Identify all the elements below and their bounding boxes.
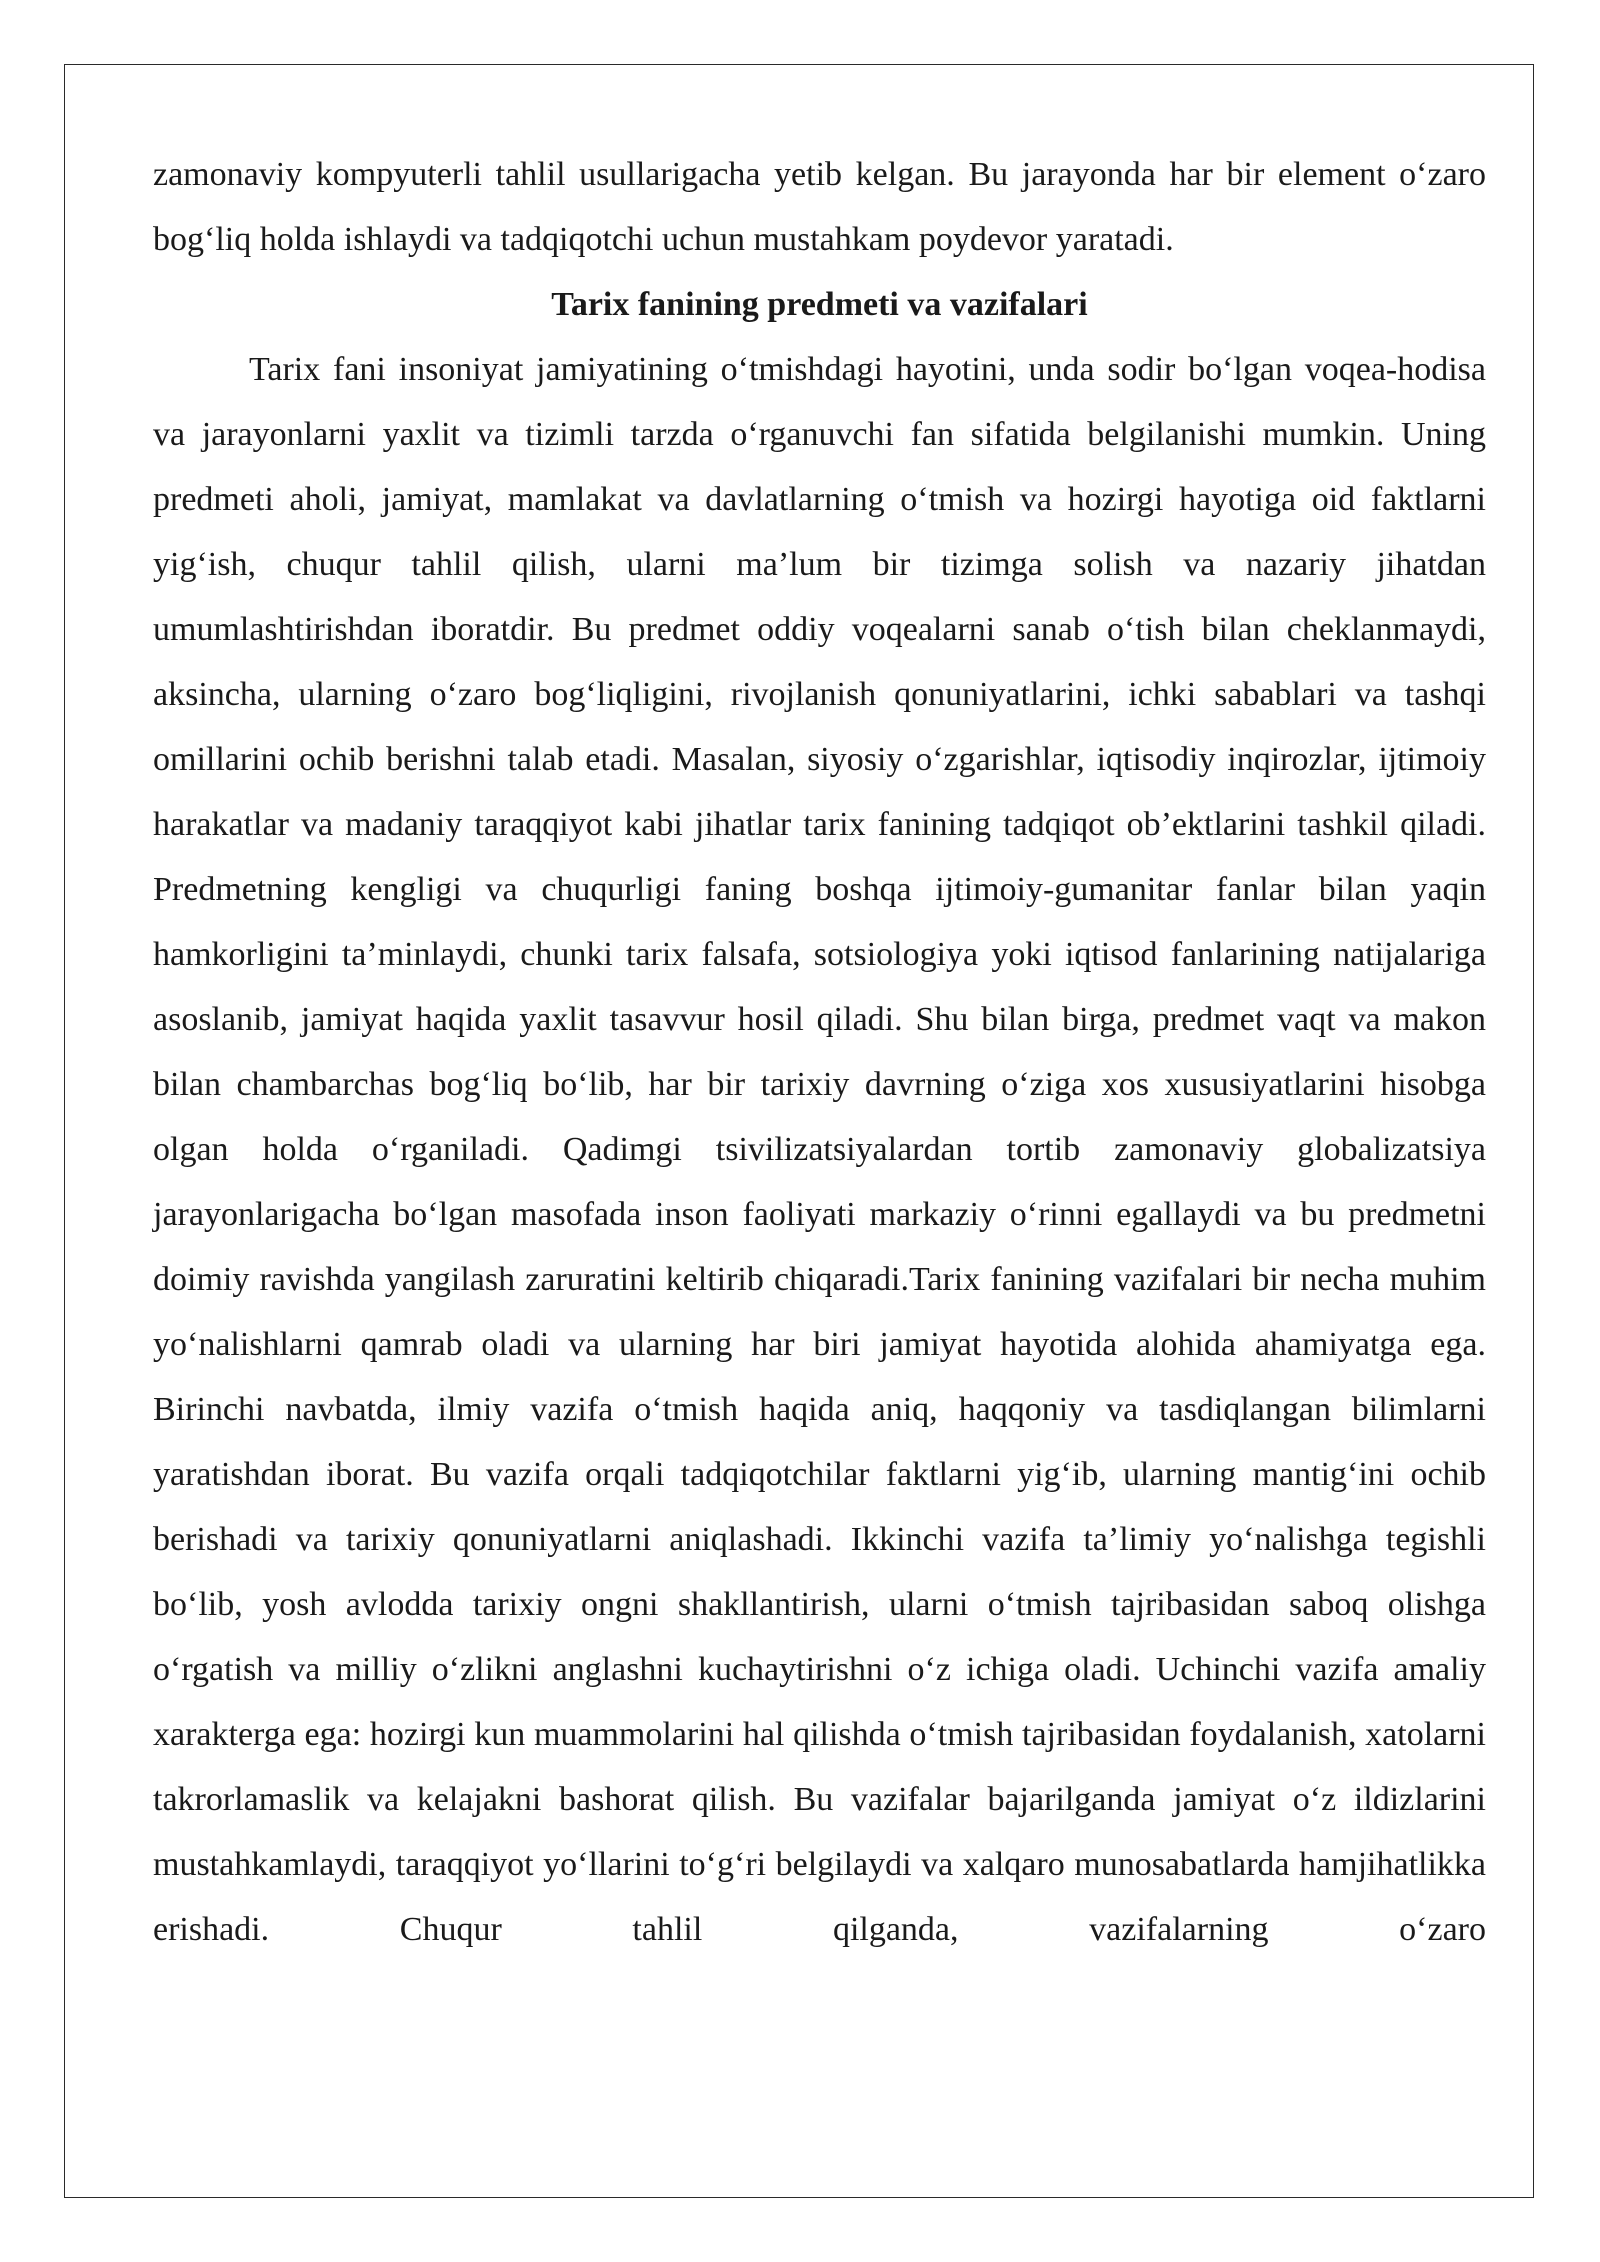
section-heading: Tarix fanining predmeti va vazifalari xyxy=(551,286,1088,323)
document-body xyxy=(153,142,1486,1962)
body-paragraph: Tarix fani insoniyat jamiyatining o‘tmishdagi hayotini, unda sodir bo‘lgan voqea-hodisa va jarayonlarni yaxlit va tizimli tarzda o‘rganuvchi fan sifatida belgilanishi mumkin. Uning predmeti aholi, jamiyat, mamlakat va davlatlarning o‘tmish va hozirgi hayotiga oid faktlarni yig‘ish, chuqur tahlil qilish, ularni ma’lum bir tizimga solish va nazariy jihatdan umumlashtirishdan iboratdir. Bu predmet oddiy voqealarni sanab o‘tish bilan cheklanmaydi, aksincha, ularning o‘zaro bog‘liqligini, rivojlanish qonuniyatlarini, ichki sabablari va tashqi omillarini ochib berishni talab etadi. Masalan, siyosiy o‘zgarishlar, iqtisodiy inqirozlar, ijtimoiy harakatlar va madaniy taraqqiyot kabi jihatlar tarix fanining tadqiqot ob’ektlarini tashkil qiladi. Predmetning kengligi va chuqurligi faning boshqa ijtimoiy-gumanitar fanlar bilan yaqin hamkorligini ta’minlaydi, chunki tarix falsafa, sotsiologiya yoki iqtisod fanlarining natijalariga asoslanib, jamiyat haqida yaxlit tasavvur hosil qiladi. Shu bilan birga, predmet vaqt va makon bilan chambarchas bog‘liq bo‘lib, har bir tarixiy davrning o‘ziga xos xususiyatlarini hisobga olgan holda o‘rganiladi. Qadimgi tsivilizatsiyalardan tortib zamonaviy globalizatsiya jarayonlarigacha bo‘lgan masofada inson faoliyati markaziy o‘rinni egallaydi va bu predmetni doimiy ravishda yangilash zaruratini keltirib chiqaradi.Tarix fanining vazifalari bir necha muhim yo‘nalishlarni qamrab oladi va ularning har biri jamiyat hayotida alohida ahamiyatga ega. Birinchi navbatda, ilmiy vazifa o‘tmish haqida aniq, haqqoniy va tasdiqlangan bilimlarni yaratishdan iborat. Bu vazifa orqali tadqiqotchilar faktlarni yig‘ib, ularning mantig‘ini ochib berishadi va tarixiy qonuniyatlarni aniqlashadi. Ikkinchi vazifa ta’limiy yo‘nalishga tegishli bo‘lib, yosh avlodda tarixiy ongni shakllantirish, ularni o‘tmish tajribasidan saboq olishga o‘rgatish va milliy o‘zlikni anglashni kuchaytirishni o‘z ichiga oladi. Uchinchi vazifa amaliy xarakterga ega: hozirgi kun muammolarini hal qilishda o‘tmish tajribasidan foydalanish, xatolarni takrorlamaslik va kelajakni bashorat qilish. Bu vazifalar bajarilganda jamiyat o‘z ildizlarini mustahkamlaydi, taraqqiyot yo‘llarini to‘g‘ri belgilaydi va xalqaro munosabatlarda hamjihatlikka erishadi. Chuqur tahlil qilganda, vazifalarning o‘zaro xyxy=(153,351,1486,1948)
intro-paragraph: zamonaviy kompyuterli tahlil usullarigacha yetib kelgan. Bu jarayonda har bir element o‘zaro bog‘liq holda ishlaydi va tadqiqotchi uchun mustahkam poydevor yaratadi. xyxy=(153,156,1486,258)
